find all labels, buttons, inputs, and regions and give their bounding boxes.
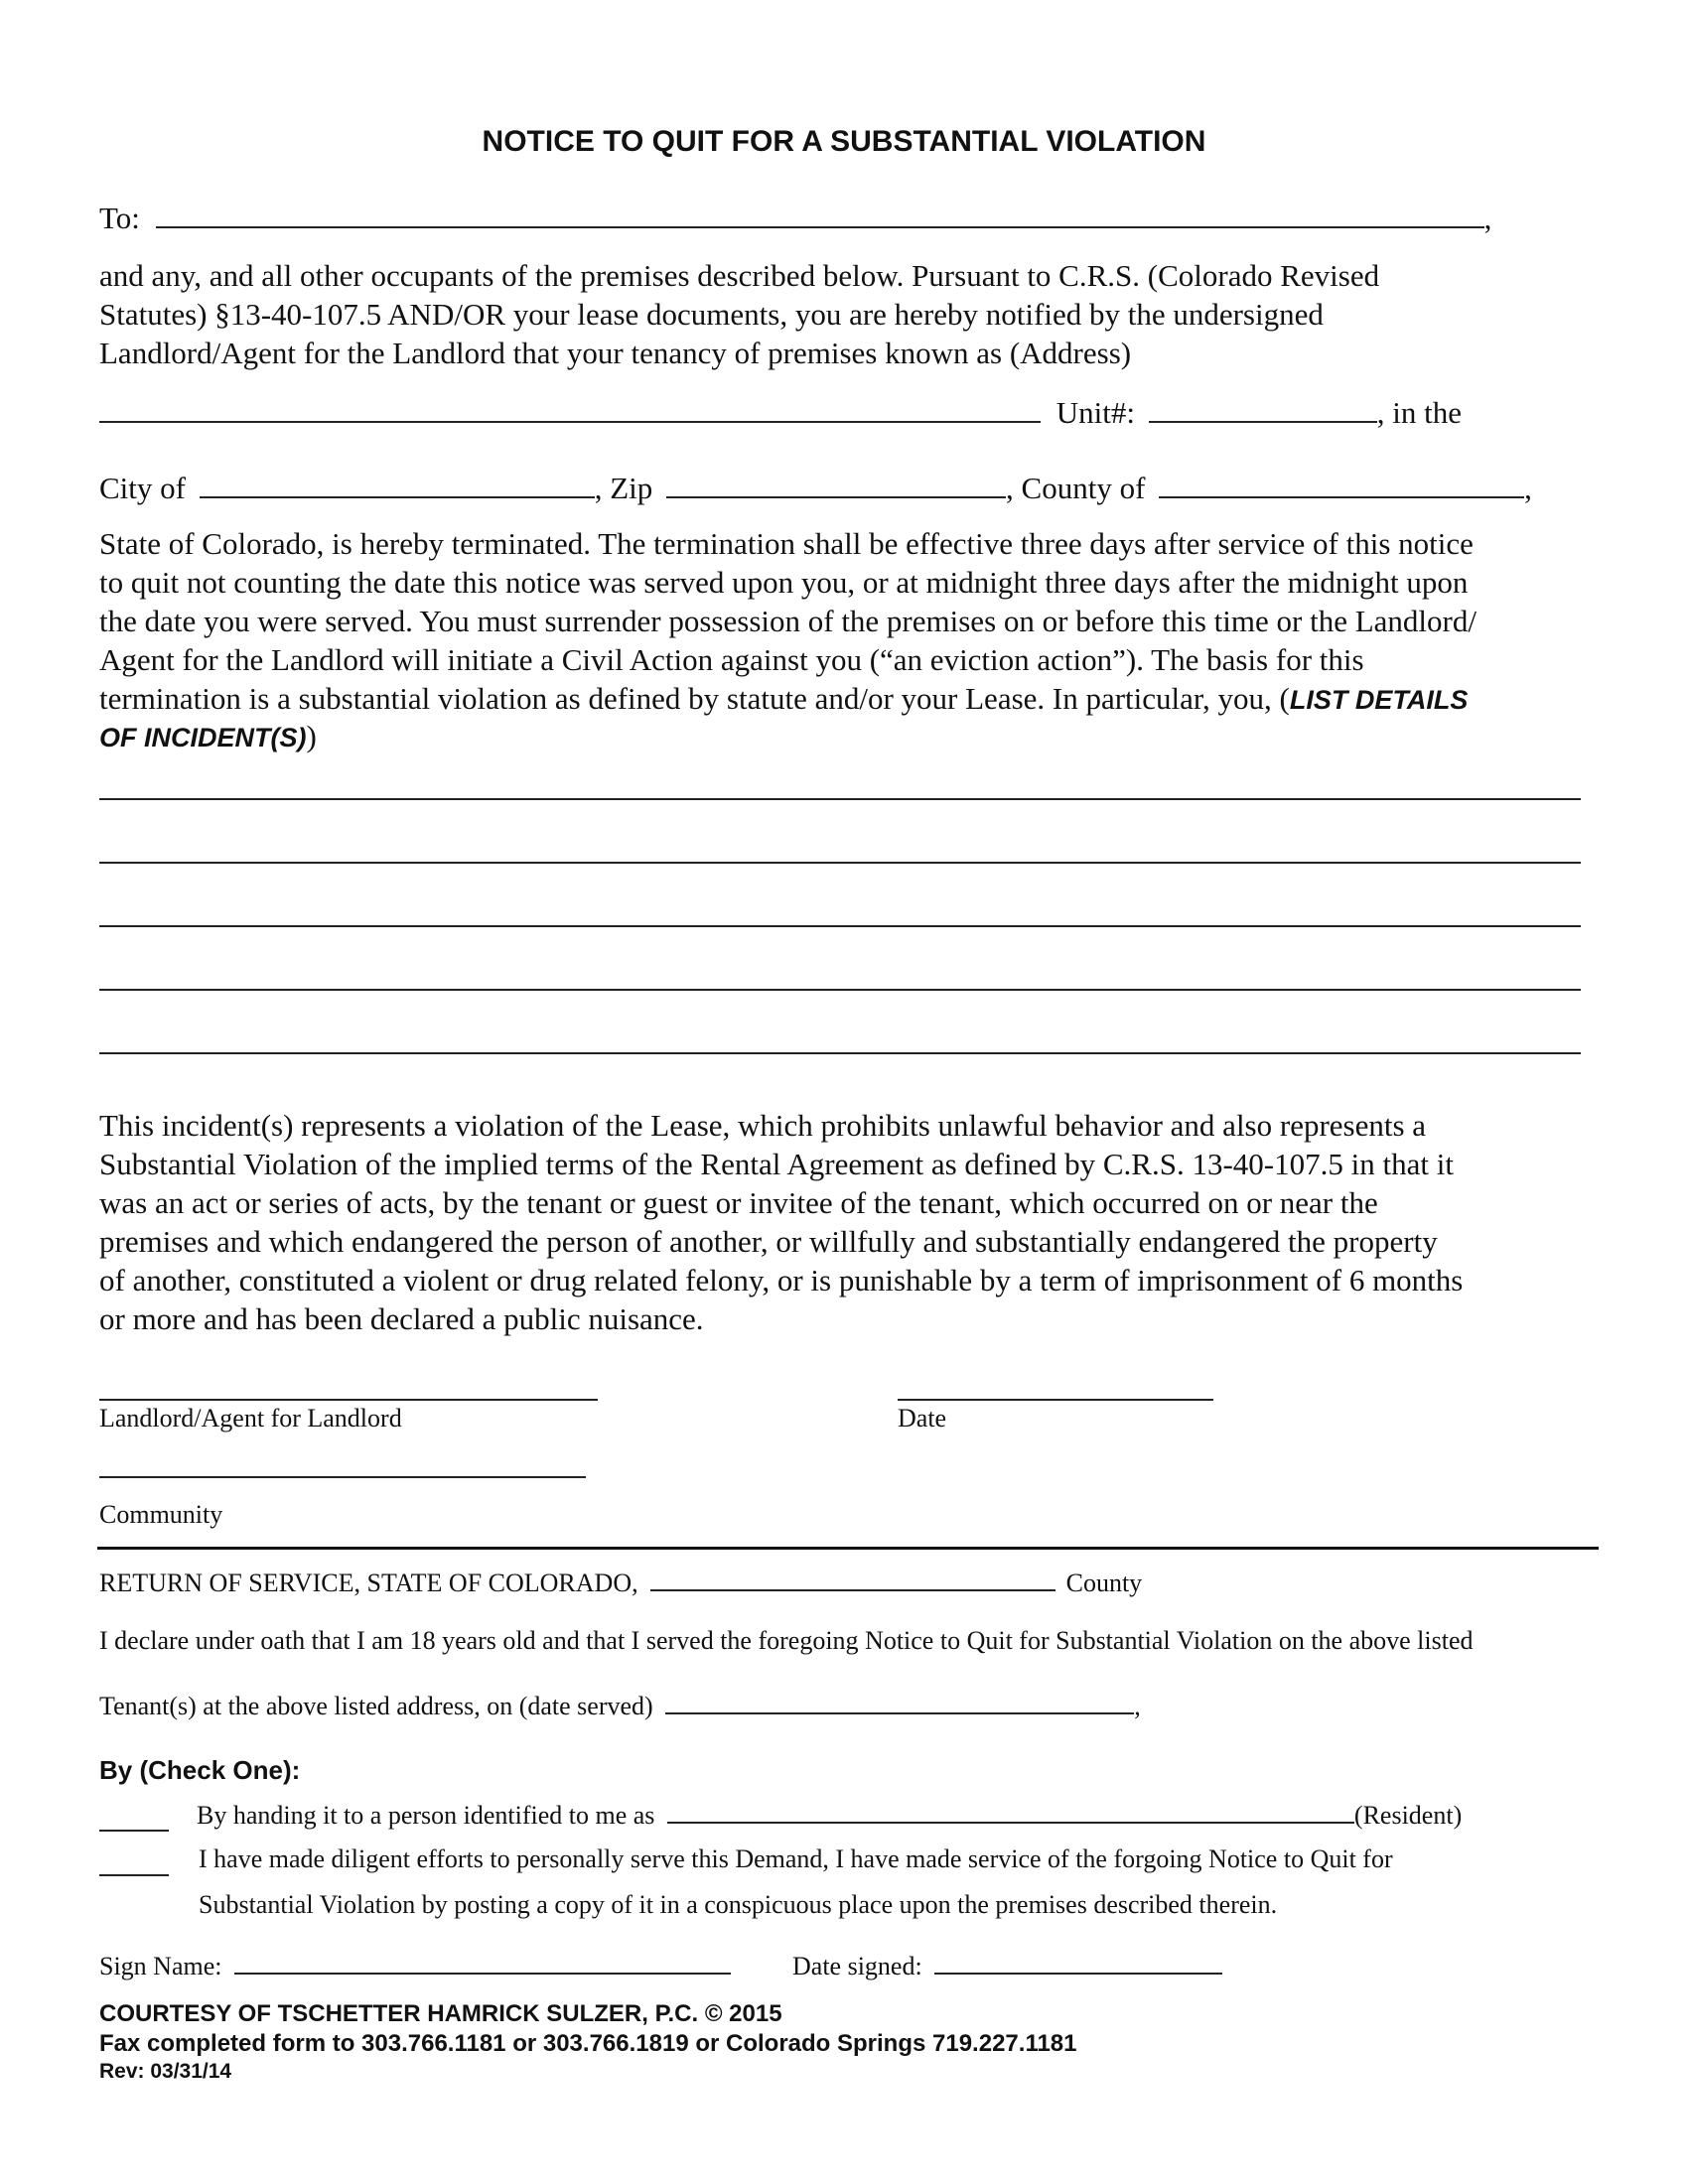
option1-row bbox=[197, 1801, 1462, 1831]
to-label: To: bbox=[99, 201, 140, 235]
return-row bbox=[99, 1569, 1142, 1598]
option1-suffix: (Resident) bbox=[1353, 1801, 1463, 1830]
zip-field[interactable] bbox=[666, 475, 1006, 498]
address-field[interactable] bbox=[99, 399, 1041, 423]
page-title: NOTICE TO QUIT FOR A SUBSTANTIAL VIOLATION bbox=[482, 125, 1206, 158]
return-label: RETURN OF SERVICE, STATE OF COLORADO, bbox=[99, 1569, 638, 1597]
community-line[interactable] bbox=[99, 1476, 586, 1478]
incident-line-5[interactable] bbox=[99, 1052, 1581, 1054]
unit-label: Unit#: bbox=[1055, 395, 1135, 430]
to-suffix: , bbox=[1483, 201, 1492, 235]
intro-paragraph bbox=[99, 256, 1609, 372]
close-paren: ) bbox=[306, 719, 317, 753]
tenant-label: Tenant(s) at the above listed address, on (date served) bbox=[99, 1692, 653, 1720]
body-line: the date you were served. You must surrender possession of the premises on or before this time or the Landlord/ bbox=[99, 604, 1477, 638]
declare-text: I declare under oath that I am 18 years old and that I served the foregoing Notice to Quit for Substantial Violation on the above listed bbox=[99, 1626, 1474, 1655]
body-line: Agent for the Landlord will initiate a Civil Action against you (“an eviction action”). The basis for this bbox=[99, 642, 1364, 677]
to-field[interactable] bbox=[156, 205, 1484, 228]
option1-text: By handing it to a person identified to me as bbox=[197, 1801, 655, 1830]
tenant-row bbox=[99, 1692, 1141, 1721]
intro-line: and any, and all other occupants of the premises described below. Pursuant to C.R.S. (Colorado Revised bbox=[99, 258, 1380, 293]
check-one-heading: By (Check One): bbox=[99, 1755, 301, 1785]
county-served-field[interactable] bbox=[650, 1571, 1055, 1591]
zip-label: , Zip bbox=[594, 471, 653, 505]
incidents-label: OF INCIDENT(S) bbox=[99, 723, 307, 752]
body-line: to quit not counting the date this notice was served upon you, or at midnight three days after the midnight upon bbox=[99, 565, 1469, 600]
body-line: premises and which endangered the person of another, or willfully and substantially endangered the property bbox=[99, 1224, 1438, 1259]
city-label: City of bbox=[99, 471, 186, 505]
landlord-label: Landlord/Agent for Landlord bbox=[99, 1404, 402, 1433]
body-line: was an act or series of acts, by the tenant or guest or invitee of the tenant, which occurred on or near the bbox=[99, 1185, 1378, 1220]
date-signed-row bbox=[792, 1952, 1222, 1981]
city-row bbox=[99, 469, 1532, 507]
violation-paragraph bbox=[99, 1106, 1628, 1338]
option2-line: Substantial Violation by posting a copy of it in a conspicuous place upon the premises described therein. bbox=[199, 1890, 1278, 1919]
city-field[interactable] bbox=[200, 475, 595, 498]
address-row bbox=[99, 393, 1462, 432]
sign-name-field[interactable] bbox=[234, 1955, 731, 1975]
unit-suffix: , in the bbox=[1376, 395, 1462, 430]
list-details-label: LIST DETAILS bbox=[1289, 685, 1469, 715]
landlord-signature-line[interactable] bbox=[99, 1399, 598, 1401]
body-line: Substantial Violation of the implied terms of the Rental Agreement as defined by C.R.S. 13-40-107.5 in that it bbox=[99, 1147, 1454, 1181]
incident-line-3[interactable] bbox=[99, 925, 1581, 927]
sign-row bbox=[99, 1952, 731, 1981]
body-line bbox=[99, 679, 1628, 720]
to-row bbox=[99, 199, 1491, 237]
resident-name-field[interactable] bbox=[667, 1804, 1354, 1824]
date-served-field[interactable] bbox=[665, 1695, 1134, 1714]
footer-fax: Fax completed form to 303.766.1181 or 303.766.1819 or Colorado Springs 719.227.1181 bbox=[99, 2030, 1077, 2057]
option2-checkbox-line[interactable] bbox=[99, 1874, 169, 1876]
date-signature-line[interactable] bbox=[898, 1399, 1213, 1401]
body-line bbox=[99, 720, 1628, 754]
date-signed-label: Date signed: bbox=[792, 1952, 922, 1980]
body-line: State of Colorado, is hereby terminated. The termination shall be effective three days after service of this notice bbox=[99, 526, 1474, 561]
body-line-text: termination is a substantial violation as defined by statute and/or your Lease. In particular, you, ( bbox=[99, 681, 1290, 716]
option2-line: I have made diligent efforts to personally serve this Demand, I have made service of the forgoing Notice to Quit for bbox=[199, 1844, 1393, 1873]
county-field[interactable] bbox=[1159, 475, 1524, 498]
date-signed-field[interactable] bbox=[934, 1955, 1222, 1975]
county-word: County bbox=[1065, 1569, 1143, 1597]
body-line: or more and has been declared a public nuisance. bbox=[99, 1301, 704, 1336]
tenant-suffix: , bbox=[1134, 1692, 1141, 1720]
intro-line: Landlord/Agent for the Landlord that your tenancy of premises known as (Address) bbox=[99, 336, 1132, 370]
sign-label: Sign Name: bbox=[99, 1952, 222, 1980]
intro-line: Statutes) §13-40-107.5 AND/OR your lease documents, you are hereby notified by the undersigned bbox=[99, 297, 1324, 332]
community-label: Community bbox=[99, 1500, 223, 1529]
unit-field[interactable] bbox=[1149, 399, 1377, 423]
footer bbox=[99, 1999, 1077, 2085]
footer-revision: Rev: 03/31/14 bbox=[99, 2060, 232, 2083]
incident-line-2[interactable] bbox=[99, 862, 1581, 864]
incident-line-1[interactable] bbox=[99, 798, 1581, 800]
county-label: , County of bbox=[1006, 471, 1146, 505]
body-line: This incident(s) represents a violation of the Lease, which prohibits unlawful behavior and also represents a bbox=[99, 1108, 1427, 1143]
incident-line-4[interactable] bbox=[99, 989, 1581, 991]
county-suffix: , bbox=[1524, 471, 1532, 505]
section-divider bbox=[97, 1547, 1599, 1550]
termination-paragraph bbox=[99, 524, 1628, 754]
date-label: Date bbox=[898, 1404, 947, 1433]
footer-courtesy: COURTESY OF TSCHETTER HAMRICK SULZER, P.C. © 2015 bbox=[99, 2000, 782, 2027]
body-line: of another, constituted a violent or drug related felony, or is punishable by a term of imprisonment of 6 months bbox=[99, 1263, 1464, 1297]
option1-checkbox-line[interactable] bbox=[99, 1830, 169, 1832]
